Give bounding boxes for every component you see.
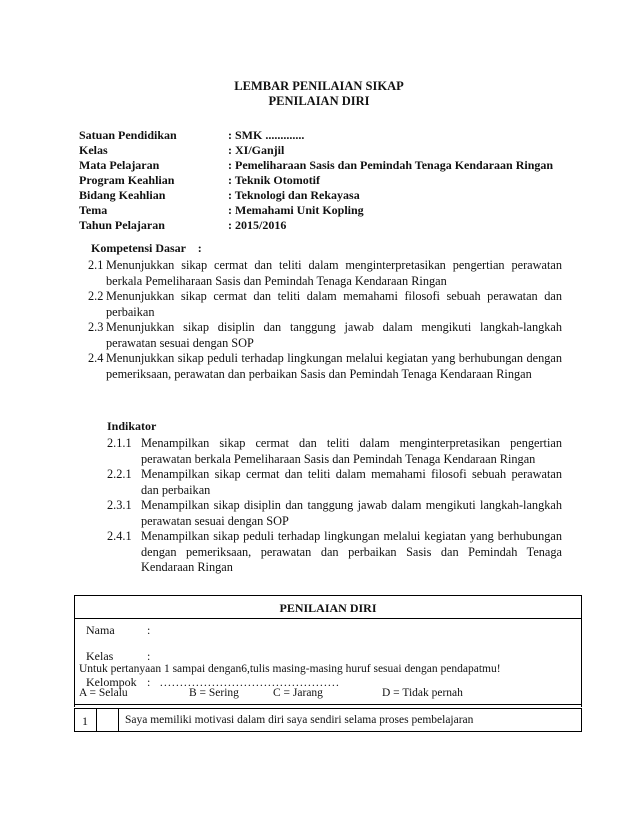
info-value-mapel: : Pemeliharaan Sasis dan Pemindah Tenaga Kendaraan Ringan [228,158,554,172]
kompetensi-item [88,351,562,382]
indikator-number: 2.2.1 [107,467,132,481]
kompetensi-number: 2.1 [88,258,104,272]
info-label-kelas: Kelas [79,143,108,157]
indikator-item [107,498,562,529]
info-label-mapel: Mata Pelajaran [79,158,160,172]
form-spacer [74,704,582,707]
indikator-heading: Indikator [107,419,157,433]
instruction-text: Untuk pertanyaan 1 sampai dengan6,tulis masing-masing huruf sesuai dengan pendapatmu! [79,663,501,675]
row-number: 1 [82,714,88,728]
indikator-text: Menampilkan sikap disiplin dan tanggung jawab dalam mengikuti langkah-langkah perawatan sesuai dengan SOP [141,498,562,528]
info-label-tema: Tema [79,203,108,217]
kompetensi-text: Menunjukkan sikap peduli terhadap lingkungan melalui kegiatan yang berhubungan dengan pemeriksaan, perawatan dan perbaikan Sasis dan Pemindah Tenaga Kendaraan Ringan [106,351,562,381]
indikator-item [107,529,562,576]
info-value-tema: : Memahami Unit Kopling [228,203,364,217]
kompetensi-text: Menunjukkan sikap cermat dan teliti dalam menginterpretasikan pengertian perawatan berkala Pemeliharaan Sasis dan Pemindah Tenaga Kendaraan Ringan [106,258,562,288]
indikator-item [107,436,562,467]
info-label-bidang: Bidang Keahlian [79,188,166,202]
info-label-program: Program Keahlian [79,173,175,187]
kompetensi-item [88,289,562,320]
indikator-number: 2.3.1 [107,498,132,512]
answer-cell[interactable] [97,709,118,731]
kompetensi-number: 2.4 [88,351,104,365]
kompetensi-text: Menunjukkan sikap disiplin dan tanggung jawab dalam mengikuti langkah-langkah perawatan sesuai dengan SOP [106,320,562,350]
indikator-text: Menampilkan sikap cermat dan teliti dalam memahami filosofi sebuah perawatan dan perbaikan [141,467,562,497]
kompetensi-item [88,320,562,351]
kelas-colon: : [147,649,151,663]
scale-d: D = Tidak pernah [382,687,463,699]
table-row [74,708,582,732]
scale-a: A = Selalu [79,687,128,699]
scale-b: B = Sering [189,687,239,699]
form-heading-cell [74,595,582,619]
page-title: LEMBAR PENILAIAN SIKAP [234,79,404,93]
info-value-program: : Teknik Otomotif [228,173,321,187]
indikator-text: Menampilkan sikap peduli terhadap lingkungan melalui kegiatan yang berhubungan dengan pemeriksaan, perawatan dan perbaikan Sasis dan Pemindah Tenaga Kendaraan Ringan [141,529,562,574]
scale-c: C = Jarang [273,687,323,699]
indikator-number: 2.4.1 [107,529,132,543]
page-subtitle: PENILAIAN DIRI [268,94,370,108]
kompetensi-text: Menunjukkan sikap cermat dan teliti dalam memahami filosofi sebuah perawatan dan perbaikan [106,289,562,319]
kompetensi-heading: Kompetensi Dasar : [91,241,202,255]
indikator-number: 2.1.1 [107,436,132,450]
kelas-label: Kelas [86,649,114,663]
kompetensi-number: 2.2 [88,289,104,303]
indikator-text: Menampilkan sikap cermat dan teliti dalam menginterpretasikan pengertian perawatan berkala Pemeliharaan Sasis dan Pemindah Tenaga Kendaraan Ringan [141,436,562,466]
kompetensi-number: 2.3 [88,320,104,334]
info-label-satuan: Satuan Pendidikan [79,128,177,142]
form-identity-cell [74,618,582,705]
kelompok-label: Kelompok [86,675,137,689]
info-value-satuan: : SMK ............. [228,128,305,142]
kelompok-value: : ……………………………………… [147,675,340,689]
form-heading: PENILAIAN DIRI [279,601,377,615]
info-label-tahun: Tahun Pelajaran [79,218,165,232]
info-value-tahun: : 2015/2016 [228,218,287,232]
nama-label: Nama [86,623,115,637]
row-statement: Saya memiliki motivasi dalam diri saya sendiri selama proses pembelajaran [125,714,474,726]
info-value-bidang: : Teknologi dan Rekayasa [228,188,360,202]
info-value-kelas: : XI/Ganjil [228,143,285,157]
nama-colon: : [147,623,151,637]
indikator-item [107,467,562,498]
kompetensi-item [88,258,562,289]
column-divider [118,709,119,731]
